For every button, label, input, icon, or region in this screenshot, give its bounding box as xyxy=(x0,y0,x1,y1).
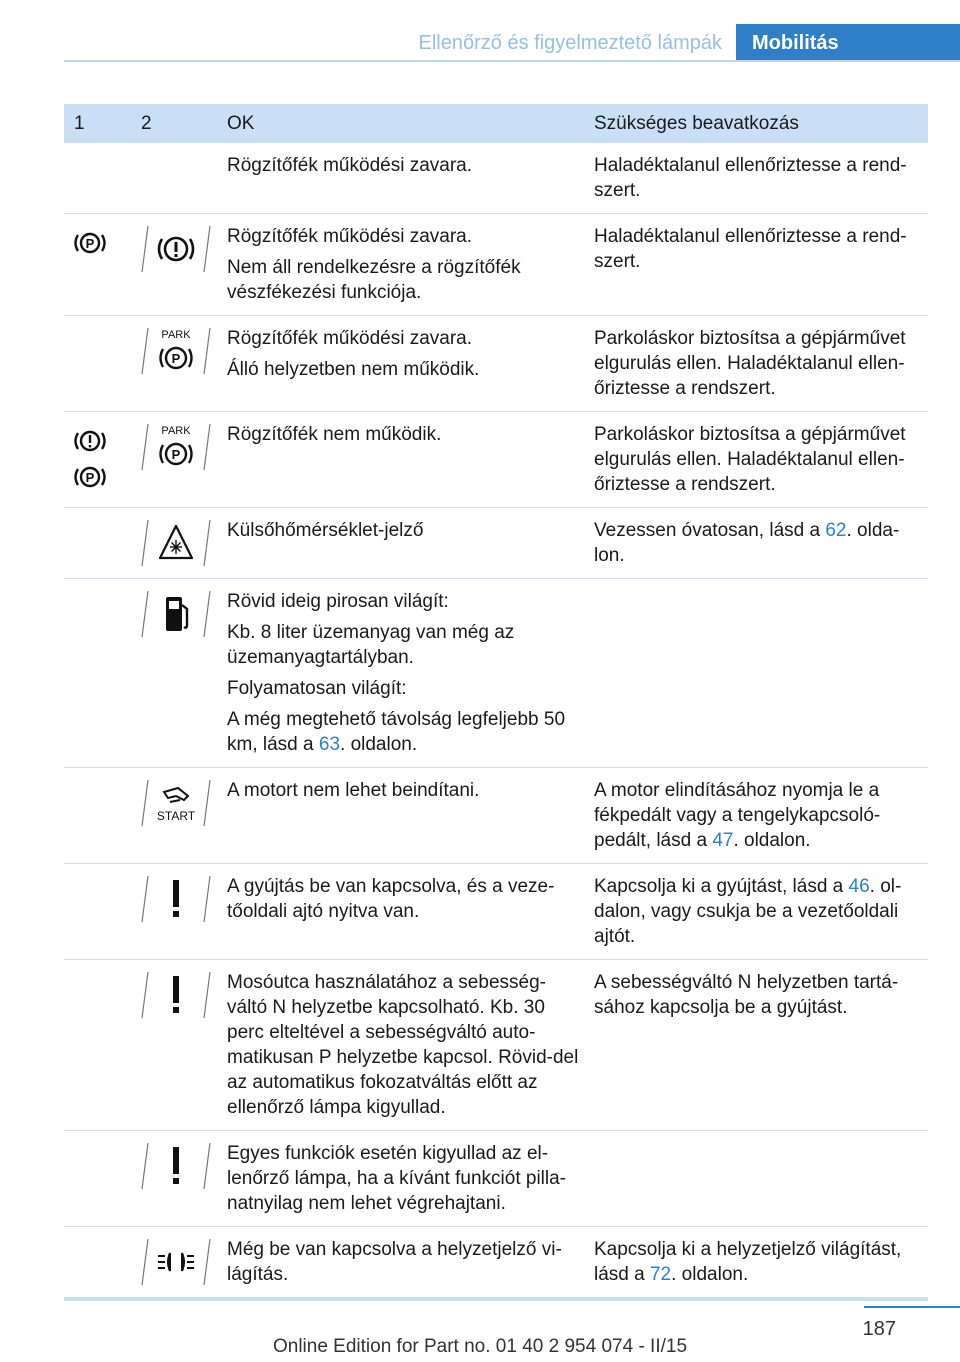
ok-text: Mosóutca használatához a sebesség-váltó N helyzetbe kapcsolható. Kb. 30 perc elteltével a sebességváltó auto-matikusan P helyzetbe kapcsol. Rövid-del az automatikus fokozatváltás előtt az ellenőrző lámpa kigyullad. xyxy=(227,972,579,1118)
table-row xyxy=(64,960,928,1131)
svg-text:P: P xyxy=(171,447,181,462)
ok-text: A még megtehető távolság legfeljebb 50 km, lásd a 63. oldalon. xyxy=(227,709,566,755)
indicator-table xyxy=(64,104,928,1301)
table-row xyxy=(64,412,928,508)
table-row xyxy=(64,508,928,579)
ok-text: Rögzítőfék működési zavara. xyxy=(227,328,473,349)
park-brake-icon xyxy=(140,422,212,472)
ok-text: Még be van kapcsolva a helyzetjelző vi-lágítás. xyxy=(227,1239,562,1285)
ok-text: Rögzítőfék működési zavara. xyxy=(227,226,473,247)
column-header-action: Szükséges beavatkozás xyxy=(594,112,799,134)
header-rule xyxy=(64,60,960,62)
brake-warning-icon xyxy=(70,426,110,456)
ok-text: Rögzítőfék nem működik. xyxy=(227,424,442,445)
svg-text:P: P xyxy=(171,351,181,366)
ok-text: A gyújtás be van kapcsolva, és a veze-tőoldali ajtó nyitva van. xyxy=(227,876,555,922)
chapter-tab[interactable]: Mobilitás xyxy=(736,24,960,62)
ok-text: Folyamatosan világít: xyxy=(227,678,407,699)
page-link[interactable]: 72 xyxy=(649,1264,672,1285)
section-title: Ellenőrző és figyelmeztető lámpák xyxy=(418,32,722,54)
column-header-ok: OK xyxy=(227,112,255,134)
ok-text: Egyes funkciók esetén kigyullad az el-lenőrző lámpa, ha a kívánt funkciót pilla-natnyilag nem lehet végrehajtani. xyxy=(227,1143,567,1214)
action-text: Vezessen óvatosan, lásd a 62. olda-lon. xyxy=(594,520,900,566)
table-row xyxy=(64,1131,928,1227)
column-header-2: 2 xyxy=(141,112,152,134)
edition-footer: Online Edition for Part no. 01 40 2 954 074 - II/15 xyxy=(272,1336,688,1357)
action-text: Parkoláskor biztosítsa a gépjárművet elgurulás ellen. Haladéktalanul ellen-őriztesse a rendszert. xyxy=(594,328,906,399)
ok-text: Kb. 8 liter üzemanyag van még az üzemanyagtartályban. xyxy=(227,622,515,668)
table-row xyxy=(64,214,928,316)
table-row xyxy=(64,1227,928,1301)
table-row xyxy=(64,143,928,214)
action-text: Parkoláskor biztosítsa a gépjárművet elgurulás ellen. Haladéktalanul ellen-őriztesse a rendszert. xyxy=(594,424,906,495)
table-row xyxy=(64,316,928,412)
action-text: A motor elindításához nyomja le a fékpedált vagy a tengelykapcsoló-pedált, lásd a 47. oldalon. xyxy=(594,780,881,851)
ok-text: Rövid ideig pirosan világít: xyxy=(227,591,449,612)
ok-text: Külsőhőmérséklet-jelző xyxy=(227,520,424,541)
ok-text: Álló helyzetben nem működik. xyxy=(227,359,480,380)
page-link[interactable]: 47 xyxy=(712,830,734,851)
ice-warning-icon xyxy=(140,518,212,568)
action-text: Haladéktalanul ellenőriztesse a rend-szert. xyxy=(594,155,907,201)
brake-warning-icon xyxy=(140,224,212,274)
svg-text:PARK: PARK xyxy=(161,425,191,437)
column-header-1: 1 xyxy=(74,112,85,134)
ok-text: Rögzítőfék működési zavara. xyxy=(227,155,473,176)
fuel-pump-icon xyxy=(140,589,212,639)
page-header xyxy=(0,0,960,62)
start-foot-icon xyxy=(140,778,212,828)
exclamation-icon xyxy=(140,970,212,1020)
action-text: Kapcsolja ki a gyújtást, lásd a 46. ol-dalon, vagy csukja be a vezetőoldali ajtót. xyxy=(594,876,902,947)
svg-text:PARK: PARK xyxy=(161,329,191,341)
parking-lights-icon xyxy=(140,1237,212,1287)
page-link[interactable]: 63 xyxy=(318,734,341,755)
action-text: A sebességváltó N helyzetben tartá-sához kapcsolja be a gyújtást. xyxy=(594,972,899,1018)
svg-text:P: P xyxy=(85,236,95,251)
table-row xyxy=(64,864,928,960)
action-text: Haladéktalanul ellenőriztesse a rend-szert. xyxy=(594,226,907,272)
table-row xyxy=(64,768,928,864)
exclamation-icon xyxy=(140,1141,212,1191)
park-brake-icon xyxy=(140,326,212,376)
parking-brake-icon xyxy=(70,462,110,492)
exclamation-icon xyxy=(140,874,212,924)
table-header xyxy=(64,104,928,143)
footer-rule xyxy=(864,1306,960,1308)
ok-text: Nem áll rendelkezésre a rögzítőfék vészfékezési funkciója. xyxy=(227,257,521,303)
ok-text: A motort nem lehet beindítani. xyxy=(227,780,480,801)
page-link[interactable]: 62 xyxy=(825,520,847,541)
action-text: Kapcsolja ki a helyzetjelző világítást, lásd a 72. oldalon. xyxy=(594,1239,902,1285)
page-link[interactable]: 46 xyxy=(848,876,870,897)
svg-text:P: P xyxy=(85,470,95,485)
parking-brake-icon xyxy=(70,228,110,258)
page-number: 187 xyxy=(862,1318,896,1340)
table-row xyxy=(64,579,928,768)
svg-text:START: START xyxy=(156,809,196,823)
